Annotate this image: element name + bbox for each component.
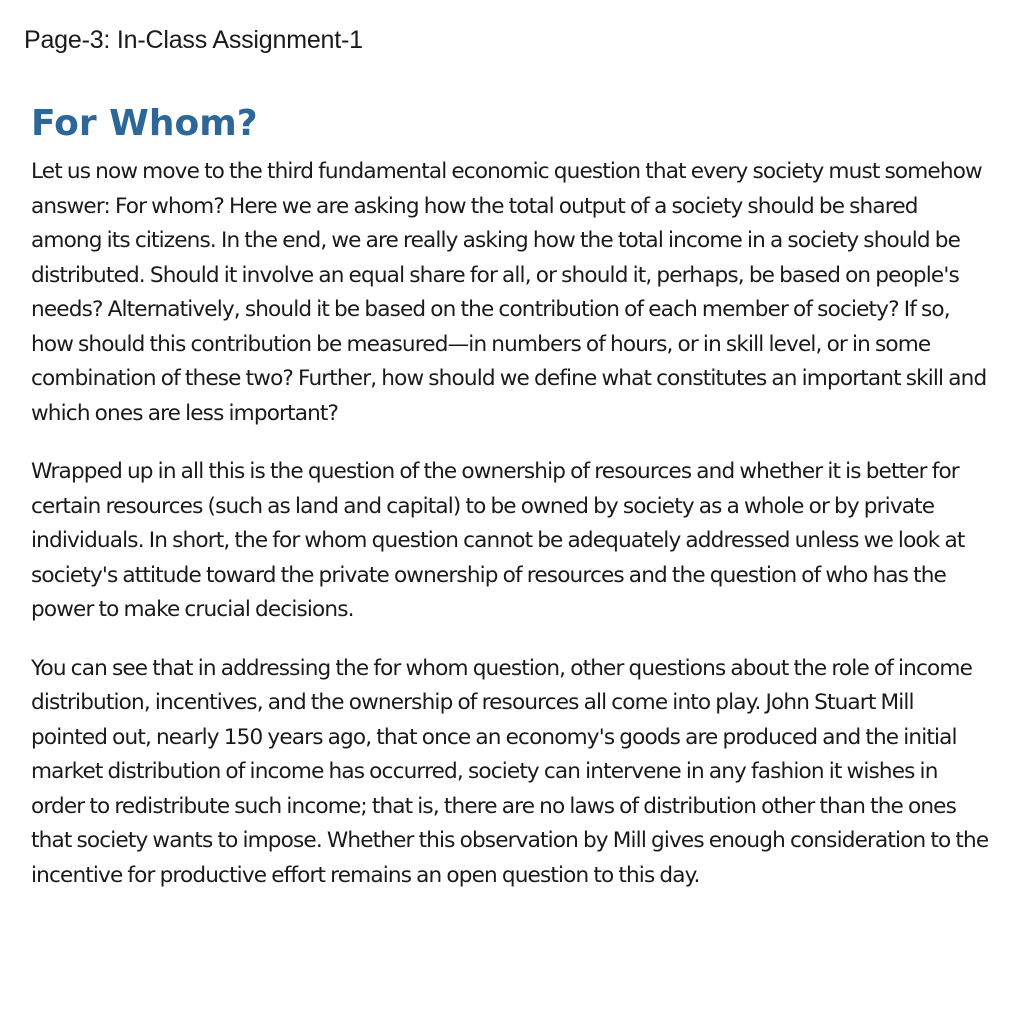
paragraph-2: Wrapped up in all this is the question of the ownership of resources and whether it is better for certain resources (such as land and capital) to be owned by society as a whole or by private individuals. In short, the for whom question cannot be adequately addressed unless we look at society's attitude toward the private ownership of resources and the question of who has the power to make crucial decisions. (31, 459, 965, 622)
paragraph-3: You can see that in addressing the for whom question, other questions about the role of income distribution, incentives, and the ownership of resources all come into play. John Stuart Mill pointed out, nearly 150 years ago, that once an economy's goods are produced and the initial market distribution of income has occurred, society can intervene in any fashion it wishes in order to redistribute such income; that is, there are no laws of distribution other than the ones that society wants to impose. Whether this observation by Mill gives enough consideration to the incentive for productive effort remains an open question to this day. (31, 655, 989, 888)
article-content (31, 102, 991, 893)
paragraph-1: Let us now move to the third fundamental economic question that every society must somehow answer: For whom? Here we are asking how the total output of a society should be shared among its citizens. In the end, we are really asking how the total income in a society should be distributed. Should it involve an equal share for all, or should it, perhaps, be based on people's needs? Alternatively, should it be based on the contribution of each member of society? If so, how should this contribution be measured—in numbers of hours, or in skill level, or in some combination of these two? Further, how should we define what constitutes an important skill and which ones are less important? (31, 159, 987, 426)
page-header: Page-3: In-Class Assignment-1 (24, 26, 363, 54)
section-title: For Whom? (31, 103, 258, 144)
